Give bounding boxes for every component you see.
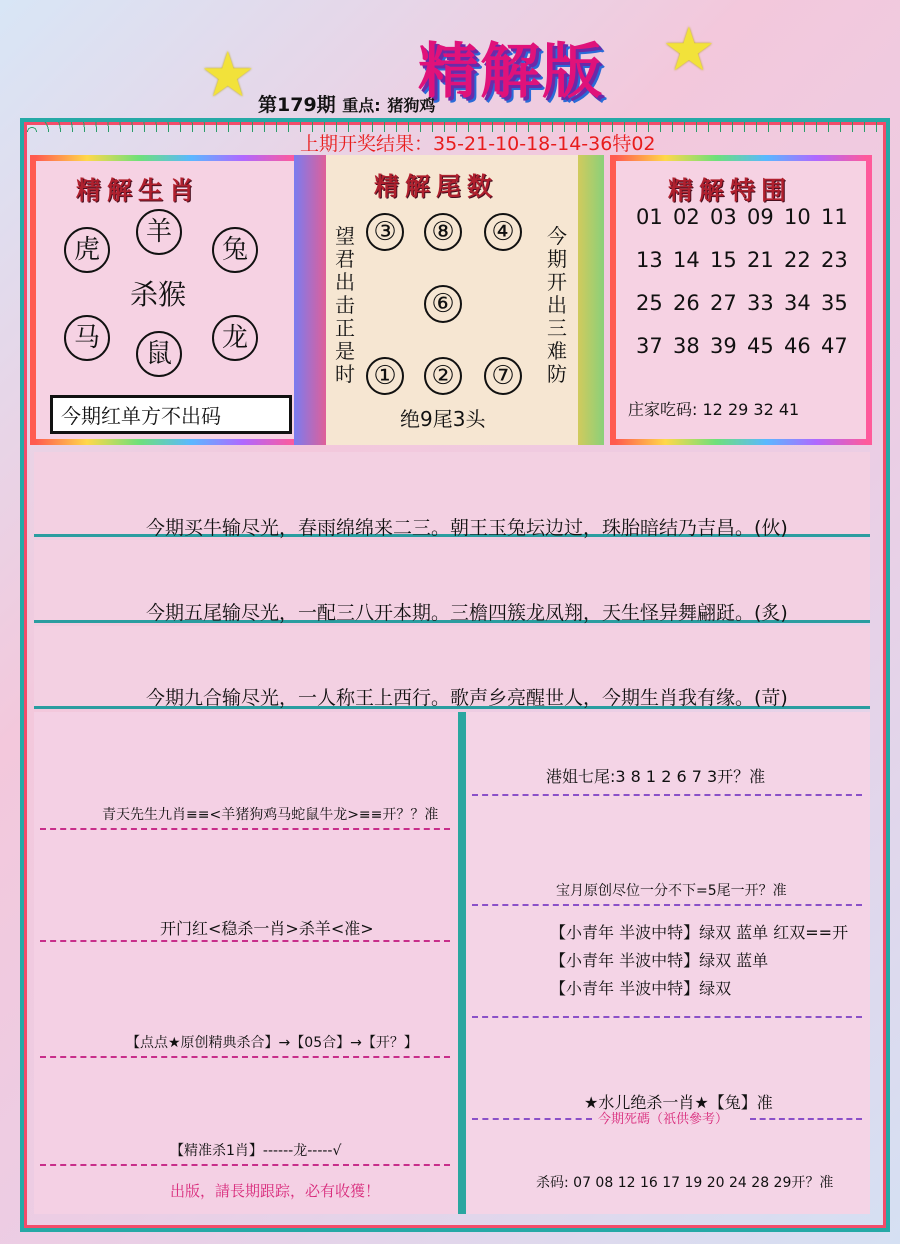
zodiac-panel (30, 155, 300, 445)
special-number: 15 (710, 248, 737, 272)
last-result: 上期开奖结果：35-21-10-18-14-36特02 (300, 133, 656, 155)
special-number: 25 (636, 291, 663, 315)
left-column (34, 712, 458, 1214)
green-line: 【小青年 半波中特】绿双 (550, 979, 732, 998)
special-number: 03 (710, 205, 737, 229)
special-number: 47 (821, 334, 848, 358)
special-number: 09 (747, 205, 774, 229)
zodiac-animal: 龙 (212, 315, 258, 361)
tail-left-vertical: 望君出击正是时 (335, 224, 355, 386)
green-line: 【小青年 半波中特】绿双 蓝单 (550, 951, 769, 970)
special-number: 37 (636, 334, 663, 358)
left-line-4: 【精准杀1肖】------龙-----√ (170, 1143, 342, 1159)
special-number: 34 (784, 291, 811, 315)
verse-line: 今期五尾输尽光，一配三八开本期。三檐四簇龙凤翔，天生怪异舞翩跹。(炙) (146, 602, 788, 624)
left-line-2: 开门红<稳杀一肖>杀羊<准> (160, 919, 374, 938)
special-number: 22 (784, 248, 811, 272)
special-number: 14 (673, 248, 700, 272)
special-panel-title: 精解特围 (668, 176, 793, 205)
zodiac-animal: 兔 (212, 227, 258, 273)
left-line-1: 青天先生九肖≡≡<羊猪狗鸡马蛇鼠牛龙>≡≡开？？准 (102, 807, 439, 823)
star-icon-left: ★ (200, 38, 256, 111)
right-line-3: ★水儿绝杀一肖★【兔】准 (584, 1093, 773, 1112)
focus-label: 重点: (342, 96, 381, 115)
zodiac-panel-title: 精解生肖 (76, 176, 201, 205)
special-panel (610, 155, 872, 445)
dash-divider (40, 828, 450, 830)
special-number: 38 (673, 334, 700, 358)
dash-divider (472, 794, 862, 796)
dash-divider (40, 1056, 450, 1058)
special-number: 01 (636, 205, 663, 229)
special-number: 11 (821, 205, 848, 229)
special-number: 02 (673, 205, 700, 229)
special-number: 46 (784, 334, 811, 358)
tail-number: ④ (484, 213, 522, 251)
dead-code-label: 今期死碼（祇供參考） (598, 1112, 729, 1127)
page-title: 精解版 (418, 37, 604, 107)
focus-value: 猪狗鸡 (387, 96, 436, 115)
tail-number: ⑧ (424, 213, 462, 251)
tail-number: ② (424, 357, 462, 395)
special-number: 33 (747, 291, 774, 315)
tail-number: ① (366, 357, 404, 395)
special-number: 27 (710, 291, 737, 315)
special-number: 21 (747, 248, 774, 272)
zodiac-kill: 杀猴 (130, 278, 187, 311)
tail-number: ③ (366, 213, 404, 251)
zodiac-animal: 虎 (64, 227, 110, 273)
dash-divider (40, 1164, 450, 1166)
dash-divider (750, 1118, 862, 1120)
right-line-1: 港姐七尾:3 8 1 2 6 7 3开？准 (546, 767, 766, 786)
special-number: 26 (673, 291, 700, 315)
zodiac-note: 今期红单方不出码 (50, 395, 292, 434)
dash-divider (472, 1118, 592, 1120)
tail-panel (294, 155, 604, 445)
right-line-2: 宝月原创尽位一分不下=5尾一开？准 (556, 883, 787, 899)
star-icon-right: ★ (662, 15, 716, 85)
left-line-3: 【点点★原创精典杀合】→【05合】→【开？】 (126, 1035, 418, 1051)
special-number: 45 (747, 334, 774, 358)
tail-number: ⑦ (484, 357, 522, 395)
tail-footer: 绝9尾3头 (400, 407, 486, 431)
verse-line: 今期买牛输尽光，春雨绵绵来二三。朝王玉兔坛边过，珠胎暗结乃吉昌。(伙) (146, 517, 788, 539)
dealer-label: 庄家吃码: (628, 400, 698, 419)
zodiac-animal: 鼠 (136, 331, 182, 377)
special-number: 23 (821, 248, 848, 272)
tail-panel-title: 精解尾数 (374, 172, 499, 201)
special-number: 10 (784, 205, 811, 229)
dash-divider (472, 904, 862, 906)
special-number: 35 (821, 291, 848, 315)
dealer-numbers: 12 29 32 41 (702, 400, 800, 419)
special-number: 13 (636, 248, 663, 272)
left-footer: 出版，請長期跟踪，必有收獲！ (170, 1182, 381, 1200)
column-divider (458, 712, 466, 1214)
zodiac-animal: 马 (64, 315, 110, 361)
tail-right-vertical: 今期开出三难防 (547, 224, 567, 386)
dash-divider (472, 1016, 862, 1018)
kill-codes: 杀码: 07 08 12 16 17 19 20 24 28 29开？准 (536, 1175, 834, 1191)
issue-line (258, 90, 435, 117)
special-number: 39 (710, 334, 737, 358)
dealer-line (628, 397, 799, 420)
zodiac-animal: 羊 (136, 209, 182, 255)
tail-number: ⑥ (424, 285, 462, 323)
issue-number: 第179期 (258, 94, 336, 116)
green-line: 【小青年 半波中特】绿双 蓝单 红双==开 (550, 923, 849, 942)
dash-divider (40, 940, 450, 942)
verse-line: 今期九合输尽光，一人称王上西行。歌声乡亮醒世人，今期生肖我有缘。(苛) (146, 687, 788, 709)
